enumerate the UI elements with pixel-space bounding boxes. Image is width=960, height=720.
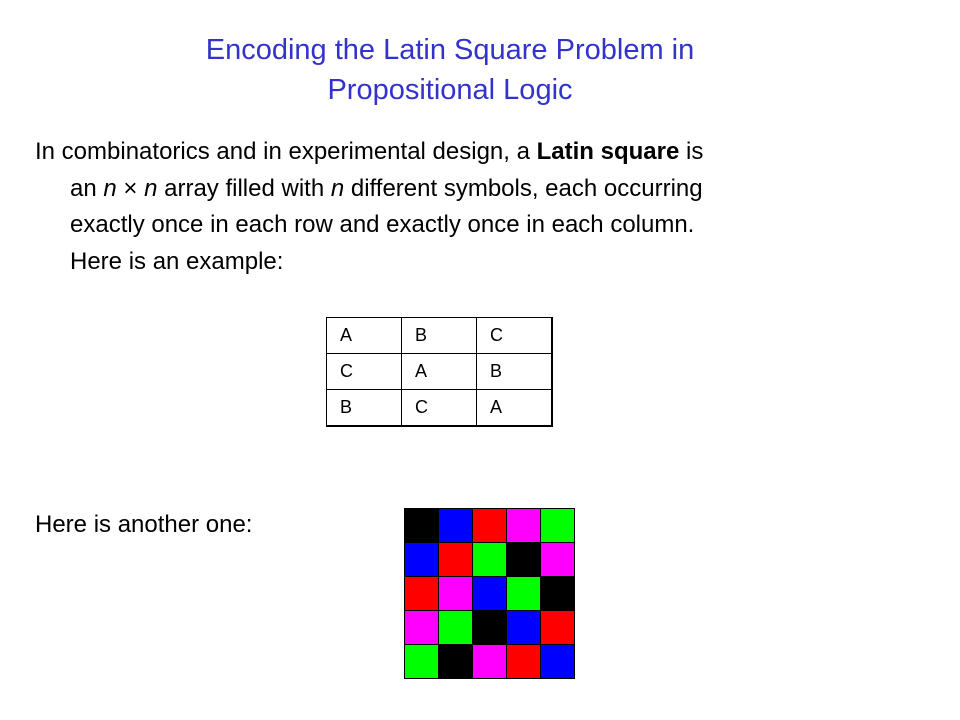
color-cell-red <box>507 645 541 679</box>
color-cell-red <box>541 611 575 645</box>
color-cell-black <box>507 543 541 577</box>
slide-title <box>0 30 900 110</box>
color-cell-blue <box>405 543 439 577</box>
color-cell-blue <box>439 509 473 543</box>
table-cell: B <box>402 318 477 354</box>
color-cell-magenta <box>507 509 541 543</box>
color-cell-black <box>405 509 439 543</box>
intro-text: is <box>679 138 704 165</box>
variable-n: n <box>103 174 117 202</box>
title-line-2: Propositional Logic <box>327 74 573 106</box>
color-cell-magenta <box>473 645 507 679</box>
color-cell-green <box>405 645 439 679</box>
color-cell-red <box>405 577 439 611</box>
color-cell-magenta <box>439 577 473 611</box>
table-row <box>327 390 552 426</box>
color-latin-square <box>404 508 575 679</box>
color-cell-blue <box>473 577 507 611</box>
another-example-label: Here is another one: <box>35 511 253 538</box>
color-cell-blue <box>541 645 575 679</box>
color-cell-green <box>507 577 541 611</box>
table-row <box>327 318 552 354</box>
intro-text: array filled with <box>157 174 331 202</box>
latin-square-example-table <box>326 317 553 427</box>
table-cell: A <box>477 390 552 426</box>
color-cell-magenta <box>541 543 575 577</box>
intro-line-3: exactly once in each row and exactly once in each column. <box>70 211 695 238</box>
color-cell-red <box>439 543 473 577</box>
color-cell-green <box>541 509 575 543</box>
color-cell-red <box>473 509 507 543</box>
times-symbol: × <box>116 174 145 202</box>
intro-paragraph <box>35 134 935 280</box>
color-cell-black <box>439 645 473 679</box>
table-cell: C <box>477 318 552 354</box>
color-cell-green <box>439 611 473 645</box>
table-cell: C <box>327 354 402 390</box>
color-cell-black <box>541 577 575 611</box>
intro-line-1 <box>35 134 935 171</box>
intro-text: an <box>70 174 104 202</box>
intro-line-4: Here is an example: <box>70 247 284 275</box>
intro-line-2 <box>35 171 935 208</box>
table-cell: A <box>402 354 477 390</box>
color-cell-black <box>473 611 507 645</box>
table-row <box>327 354 552 390</box>
intro-text: different symbols, each occurring <box>344 174 703 202</box>
intro-text: In combinatorics and in experimental design, a <box>35 138 537 165</box>
table-cell: A <box>327 318 402 354</box>
color-cell-blue <box>507 611 541 645</box>
table-cell: C <box>402 390 477 426</box>
table-cell: B <box>477 354 552 390</box>
color-cell-magenta <box>405 611 439 645</box>
latin-square-term: Latin square <box>536 138 680 165</box>
color-cell-green <box>473 543 507 577</box>
table-cell: B <box>327 390 402 426</box>
variable-n: n <box>330 174 345 202</box>
variable-n: n <box>144 174 158 202</box>
title-line-1: Encoding the Latin Square Problem in <box>205 34 695 66</box>
